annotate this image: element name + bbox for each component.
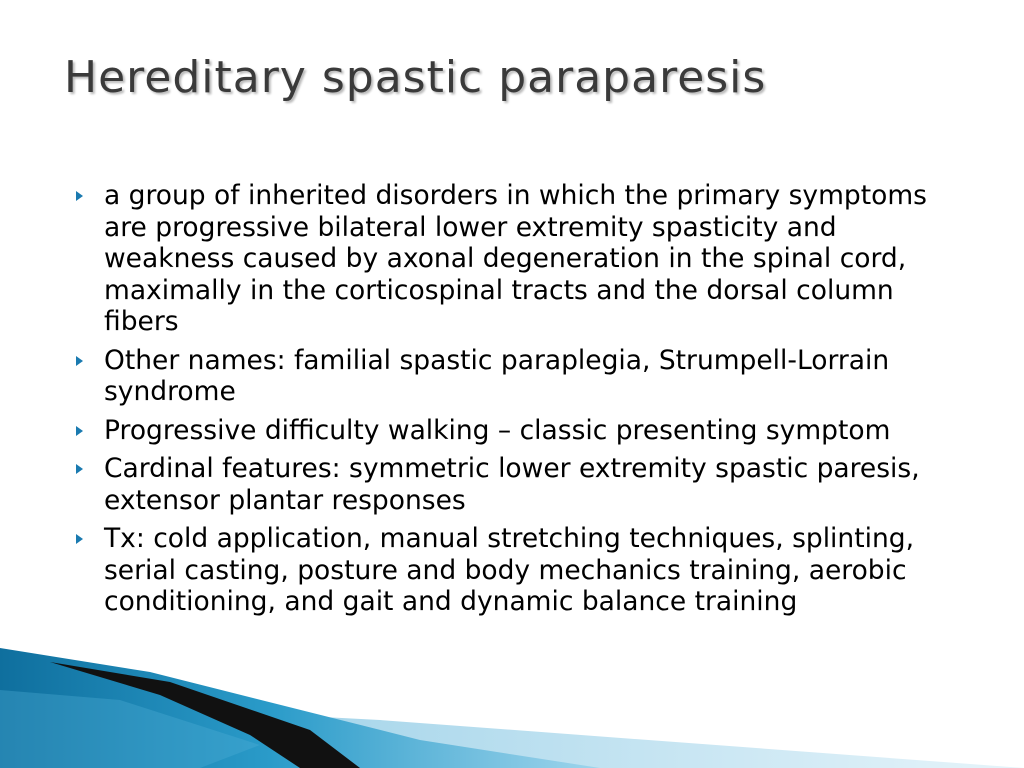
bullet-list (72, 180, 962, 625)
bullet-text: Tx: cold application, manual stretching techniques, splinting, serial casting, posture and body mechanics training, aerobic conditioning, and gait and dynamic balance training (104, 523, 915, 617)
bullet-text: a group of inherited disorders in which the primary symptoms are progressive bilateral lower extremity spasticity and weakness caused by axonal degeneration in the spinal cord, maximally in the corticospinal tracts and the dorsal column fibers (104, 180, 927, 337)
decor-highlight (0, 690, 260, 768)
decor-light-wave (0, 700, 1024, 768)
bullet-arrow-icon (76, 191, 83, 201)
bullet-arrow-icon (76, 426, 83, 436)
bullet-arrow-icon (76, 534, 83, 544)
bullet-item-cardinal-features (72, 453, 962, 516)
bullet-text: Other names: familial spastic paraplegia, Strumpell-Lorrain syndrome (104, 344, 890, 407)
bullet-text: Progressive difficulty walking – classic presenting symptom (104, 414, 891, 446)
decor-dark-stripe (50, 662, 360, 768)
bullet-item-definition (72, 180, 962, 338)
bullet-text: Cardinal features: symmetric lower extremity spastic paresis, extensor plantar responses (104, 453, 920, 516)
decor-teal-wave (0, 648, 600, 768)
bullet-item-presenting-symptom (72, 415, 962, 447)
bullet-item-treatment (72, 523, 962, 618)
bullet-item-other-names (72, 345, 962, 408)
bullet-arrow-icon (76, 356, 83, 366)
slide-title: Hereditary spastic paraparesis (64, 52, 767, 103)
bullet-arrow-icon (76, 464, 83, 474)
